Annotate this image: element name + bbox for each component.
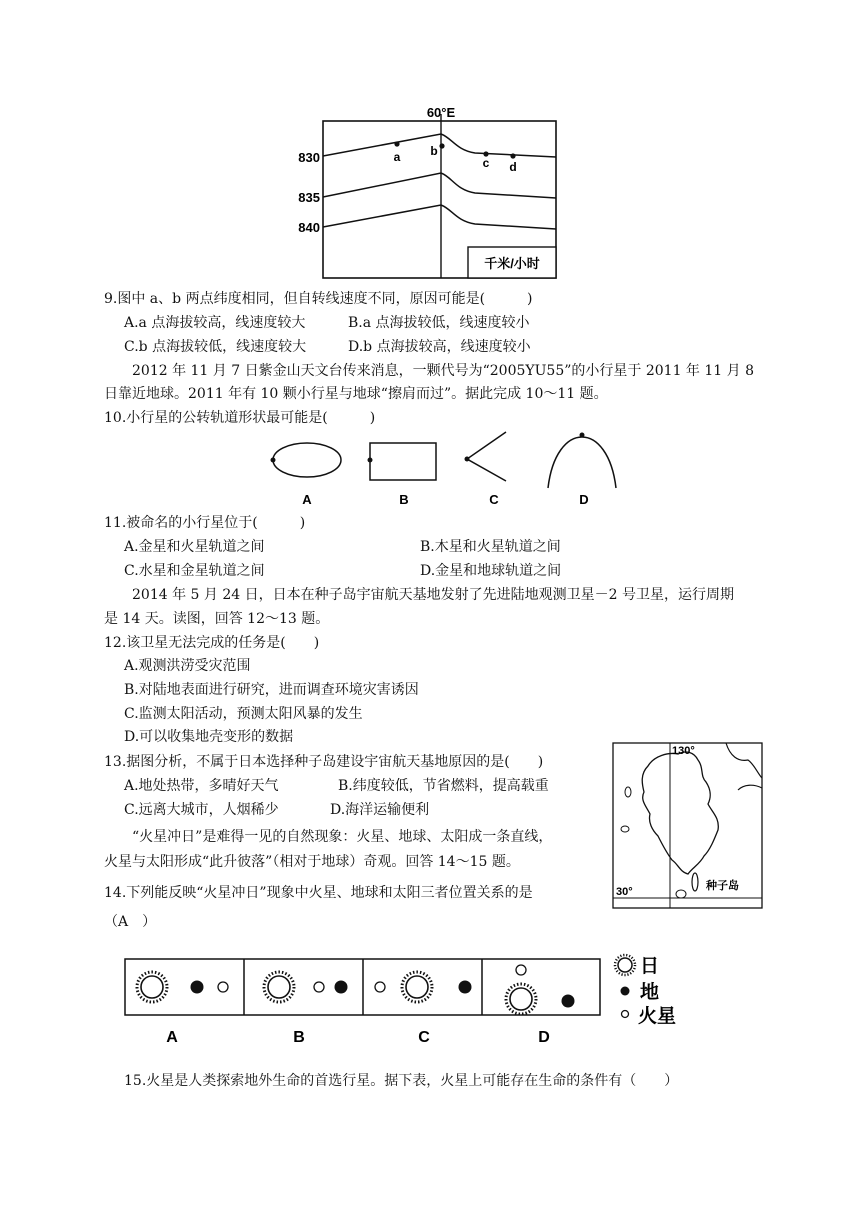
q12-option-d: D.可以收集地壳变形的数据 [124,729,294,745]
point-c-label: c [482,156,490,170]
q9-stem: 9.图中 a、b 两点纬度相同，但自转线速度不同，原因可能是( ) [104,291,533,307]
q11-option-a: A.金星和火星轨道之间 [124,539,265,555]
velocity-isoline-figure [290,104,570,286]
meridian-label: 60°E [426,105,456,120]
orbit-shapes-figure [260,428,630,518]
q11-option-b: B.木星和火星轨道之间 [420,539,561,555]
intro-14-line1: “火星冲日”是难得一见的自然现象：火星、地球、太阳成一条直线， [132,829,553,845]
q12-stem: 12.该卫星无法完成的任务是( ) [104,635,320,651]
q15-stem: 15.火星是人类探索地外生命的首选行星。据下表，火星上可能存在生命的条件有（ ） [124,1073,679,1089]
q14-answer: （A ） [104,914,157,930]
orbit-label-b: B [399,492,409,507]
map-lon-label: 130° [672,745,695,757]
q13-option-b: B.纬度较低，节省燃料，提高载重 [338,778,549,794]
unit-label: 千米/小时 [484,256,540,271]
q13-option-d: D.海洋运输便利 [330,802,430,818]
intro-10-line2: 日靠近地球。2011 年有 10 颗小行星与地球“擦肩而过”。据此完成 10～11 题。 [104,386,608,402]
map-lat-label: 30° [616,886,633,898]
panel-label-a: A [166,1029,178,1046]
isoline-label-835: 835 [298,190,320,205]
intro-10-line1: 2012 年 11 月 7 日紫金山天文台传来消息，一颗代号为“2005YU55”的小行星于 2011 年 11 月 8 [132,363,755,379]
panel-label-d: D [538,1029,550,1046]
q13-stem: 13.据图分析，不属于日本选择种子岛建设宇宙航天基地原因的是( ) [104,754,544,770]
orbit-label-a: A [302,492,312,507]
panel-label-c: C [418,1029,430,1046]
q13-option-a: A.地处热带，多晴好天气 [124,778,279,794]
mars-opposition-figure [120,950,700,1050]
panel-label-b: B [293,1029,305,1046]
tanegashima-map [608,740,768,912]
q10-stem: 10.小行星的公转轨道形状最可能是( ) [104,410,376,426]
orbit-label-d: D [579,492,589,507]
isoline-label-840: 840 [298,220,320,235]
q11-option-c: C.水星和金星轨道之间 [124,563,265,579]
orbit-label-c: C [489,492,499,507]
point-d-label: d [509,160,517,174]
legend-sun-label: 日 [640,956,660,977]
point-a-label: a [393,150,401,164]
q9-option-d: D.b 点海拔较高，线速度较小 [348,339,531,355]
q12-option-a: A.观测洪涝受灾范围 [124,658,251,674]
q9-option-b: B.a 点海拔较低，线速度较小 [348,315,530,331]
intro-14-line2: 火星与太阳形成“此升彼落”（相对于地球）奇观。回答 14～15 题。 [104,854,520,870]
q12-option-c: C.监测太阳活动，预测太阳风暴的发生 [124,706,363,722]
q11-stem: 11.被命名的小行星位于( ) [104,515,306,531]
q11-option-d: D.金星和地球轨道之间 [420,563,562,579]
map-island-label: 种子岛 [706,880,739,892]
q14-stem: 14.下列能反映“火星冲日”现象中火星、地球和太阳三者位置关系的是 [104,885,533,901]
q9-option-a: A.a 点海拔较高，线速度较大 [124,315,306,331]
intro-12-line1: 2014 年 5 月 24 日，日本在种子岛宇宙航天基地发射了先进陆地观测卫星－2 号卫星，运行周期 [132,587,734,603]
q9-option-c: C.b 点海拔较低，线速度较大 [124,339,307,355]
legend-earth-label: 地 [640,982,660,1003]
intro-12-line2: 是 14 天。读图，回答 12～13 题。 [104,611,330,627]
q12-option-b: B.对陆地表面进行研究，进而调查环境灾害诱因 [124,682,419,698]
legend-mars-label: 火星 [638,1006,677,1027]
isoline-label-830: 830 [298,150,320,165]
q13-option-c: C.远离大城市，人烟稀少 [124,802,279,818]
point-b-label: b [430,144,438,158]
